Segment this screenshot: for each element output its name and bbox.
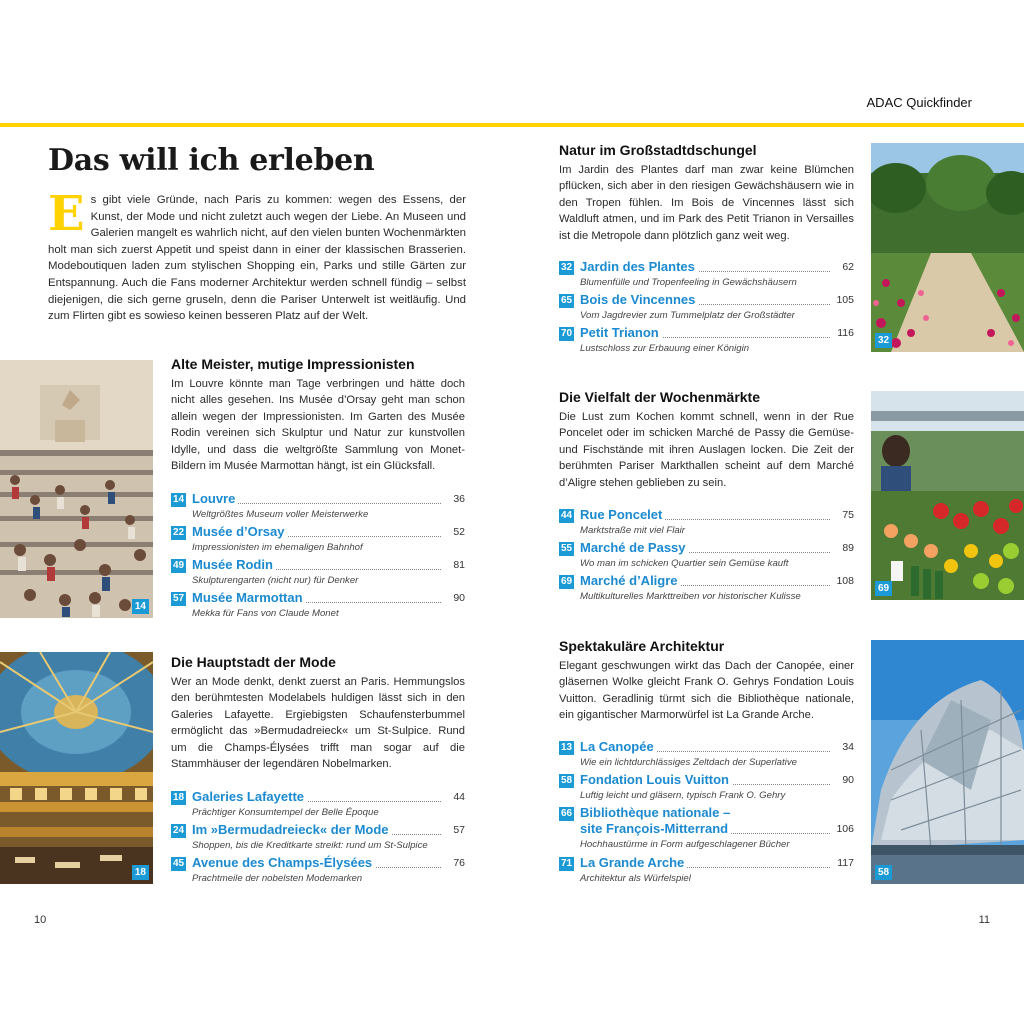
entry-subtitle: Prächtiger Konsumtempel der Belle Époque — [192, 807, 379, 818]
entry-page: 89 — [839, 542, 854, 554]
entry-number: 44 — [560, 510, 573, 521]
entry-title[interactable]: Musée Rodin — [192, 557, 276, 572]
dropcap: E — [48, 186, 85, 242]
entry-list — [171, 790, 465, 890]
entry-title[interactable]: Petit Trianon — [580, 325, 662, 340]
entry-subtitle: Multikulturelles Markttreiben vor historischer Kulisse — [580, 591, 801, 602]
entry-page: 116 — [834, 327, 854, 339]
section-body: Die Lust zum Kochen kommt schnell, wenn in der Rue Poncelet oder im schicken Marché de Passy die Gemüse- und Fischstände mit ihren Auslagen locken. Die Zeit der berühmten Pariser Markthallen scheint auf dem Marché d’Aligre stehen geblieben zu sein. — [559, 411, 854, 489]
entry-page: 57 — [450, 824, 465, 836]
entry-page: 90 — [839, 774, 854, 786]
photo-badge: 32 — [875, 333, 892, 348]
entry-subtitle: Lustschloss zur Erbauung einer Königin — [580, 343, 750, 354]
page-number-right: 11 — [978, 914, 990, 926]
entry-title[interactable]: Galeries Lafayette — [192, 789, 307, 804]
entry-subtitle: Prachtmeile der nobelsten Modemarken — [192, 873, 363, 884]
entry-list — [559, 260, 854, 360]
entry-page: 34 — [839, 741, 854, 753]
photo-market — [871, 391, 1024, 600]
entry-page: 44 — [450, 791, 465, 803]
entry-page: 108 — [833, 575, 854, 587]
entry-number: 13 — [560, 742, 573, 753]
entry-page: 52 — [450, 526, 465, 538]
entry-title[interactable]: Marché de Passy — [580, 540, 689, 555]
entry-number: 71 — [560, 858, 573, 869]
entry-page: 117 — [834, 857, 854, 869]
entry-page: 75 — [839, 509, 854, 521]
entry-title[interactable]: Avenue des Champs-Élysées — [192, 855, 375, 870]
entry-number: 58 — [560, 775, 573, 786]
entry-page: 36 — [450, 493, 465, 505]
entry-page: 81 — [450, 559, 465, 571]
entry-title[interactable]: Im »Bermudadreieck« der Mode — [192, 822, 392, 837]
entry-number: 32 — [560, 262, 573, 273]
entry-subtitle: Marktstraße mit viel Flair — [580, 525, 686, 536]
entry-title[interactable]: La Grande Arche — [580, 855, 687, 870]
entry-subtitle: Impressionisten im ehemaligen Bahnhof — [192, 542, 363, 553]
entry-number: 69 — [560, 576, 573, 587]
entry-title[interactable]: Bibliothèque nationale – — [580, 805, 733, 820]
entry-page: 105 — [833, 294, 854, 306]
section-heading: Spektakuläre Architektur — [559, 638, 725, 654]
photo-badge: 69 — [875, 581, 892, 596]
entry-number: 65 — [560, 295, 573, 306]
entry-page: 90 — [450, 592, 465, 604]
section-body: Wer an Mode denkt, denkt zuerst an Paris. Hemmungslos den berühmtesten Modelabels huldigen lässt sich in den Galeries Lafayette. Ergiebigsten Schaufensterbummel ermöglicht das »Bermudadreieck« um St-Sulpice. Rund um die Champs-Élysées trifft man sogar auf die Stammhäuser der legendären Nobelmarken. — [171, 676, 465, 771]
photo-badge: 18 — [132, 865, 149, 880]
quickfinder-label: ADAC Quickfinder — [866, 95, 972, 110]
photo-badge: 58 — [875, 865, 892, 880]
entry-title[interactable]: Bois de Vincennes — [580, 292, 698, 307]
entry-number: 49 — [172, 560, 185, 571]
section-body: Im Jardin des Plantes darf man zwar keine Blümchen pflücken, sich aber in den riesigen Gewächshäusern wie in den Tropen fühlen. Im Bois de Vincennes lässt sich Waldluft atmen, und im Park des Petit Trianon in Versailles ist die Metropole dann plötzlich ganz weit weg. — [559, 164, 854, 242]
entry-title[interactable]: La Canopée — [580, 739, 657, 754]
entry-number: 22 — [172, 527, 185, 538]
photo-louvre — [0, 360, 153, 618]
entry-subtitle: Wo man im schicken Quartier sein Gemüse kauft — [580, 558, 789, 569]
section-heading: Die Hauptstadt der Mode — [171, 654, 336, 670]
entry-subtitle: Wie ein lichtdurchlässiges Zeltdach der Superlative — [580, 757, 797, 768]
entry-subtitle: Shoppen, bis die Kreditkarte streikt: rund um St-Sulpice — [192, 840, 428, 851]
page-number-left: 10 — [34, 914, 47, 926]
entry-number: 14 — [172, 494, 185, 505]
entry-title[interactable]: Marché d’Aligre — [580, 573, 681, 588]
entry-title[interactable]: Musée d’Orsay — [192, 524, 288, 539]
section-body: Elegant geschwungen wirkt das Dach der Canopée, einer gläsernen Wolke gleicht Frank O. Gehrys Fondation Louis Vuitton. Geradlinig türmt sich die Bibliothèque nationale, ein gigantischer Marmorwürfel ist La Grande Arche. — [559, 660, 854, 722]
entry-list — [171, 492, 465, 622]
intro-text: s gibt viele Gründe, nach Paris zu kommen: wegen des Essens, der Kunst, der Mode und nicht zuletzt auch wegen der Liebe. An Museen und Galerien mangelt es wahrlich nicht, auf den vielen bunten Wochenmärkten holt man sich zuerst Appetit und speist dann in einer der klassischen Brasserien. Modeboutiquen laden zum stylischen Shopping ein, Parks und stille Gärten zur Entspannung. Auch die Fans moderner Architektur werden schnell fündig – selbst diejenigen, die sich gerne gruseln, denn die Pariser Unterwelt ist weitläufig. Und zum Flirten gibt es sowieso keinen besseren Platz auf der Welt. — [48, 194, 466, 323]
entry-subtitle: Vom Jagdrevier zum Tummelplatz der Großstädter — [580, 310, 795, 321]
entry-page: 106 — [833, 823, 854, 835]
section-body: Im Louvre könnte man Tage verbringen und hätte doch nicht alles gesehen. Ins Musée d’Orsay geht man schon allein wegen der Impressionisten. Im Garten des Musée Rodin vereinen sich Skulptur und Natur zur kunstvollen Idylle, und dass die weltgrößte Sammlung von Monet-Bildern im Musée Marmottan hängt, ist ein Glücksfall. — [171, 378, 465, 473]
entry-subtitle: Skulpturengarten (nicht nur) für Denker — [192, 575, 359, 586]
photo-fondation-louis-vuitton — [871, 640, 1024, 884]
section-heading: Die Vielfalt der Wochenmärkte — [559, 389, 760, 405]
entry-number: 45 — [172, 858, 185, 869]
entry-title[interactable]: Louvre — [192, 491, 238, 506]
entry-title[interactable]: Rue Poncelet — [580, 507, 665, 522]
section-heading: Alte Meister, mutige Impressionisten — [171, 356, 415, 372]
entry-page: 76 — [450, 857, 465, 869]
intro-paragraph — [48, 186, 466, 325]
entry-number: 24 — [172, 825, 185, 836]
entry-page: 62 — [839, 261, 854, 273]
photo-badge: 14 — [132, 599, 149, 614]
entry-title-line2[interactable]: site François-Mitterrand — [580, 821, 731, 836]
entry-title[interactable]: Musée Marmottan — [192, 590, 306, 605]
photo-jardin-des-plantes — [871, 143, 1024, 352]
entry-number: 70 — [560, 328, 573, 339]
entry-subtitle: Luftig leicht und gläsern, typisch Frank O. Gehry — [580, 790, 786, 801]
entry-subtitle: Weltgrößtes Museum voller Meisterwerke — [192, 509, 369, 520]
entry-title[interactable]: Fondation Louis Vuitton — [580, 772, 732, 787]
entry-title[interactable]: Jardin des Plantes — [580, 259, 698, 274]
entry-number: 66 — [560, 808, 573, 819]
entry-number: 55 — [560, 543, 573, 554]
entry-subtitle: Hochhaustürme in Form aufgeschlagener Bücher — [580, 839, 790, 850]
entry-subtitle: Architektur als Würfelspiel — [580, 873, 691, 884]
entry-list — [559, 740, 854, 890]
page-title: Das will ich erleben — [48, 143, 375, 178]
section-heading: Natur im Großstadtdschungel — [559, 142, 757, 158]
entry-subtitle: Blumenfülle und Tropenfeeling in Gewächshäusern — [580, 277, 797, 288]
yellow-rule — [0, 123, 1024, 127]
entry-number: 57 — [172, 593, 185, 604]
entry-list — [559, 508, 854, 608]
entry-number: 18 — [172, 792, 185, 803]
entry-subtitle: Mekka für Fans von Claude Monet — [192, 608, 339, 619]
photo-galeries-lafayette — [0, 652, 153, 884]
